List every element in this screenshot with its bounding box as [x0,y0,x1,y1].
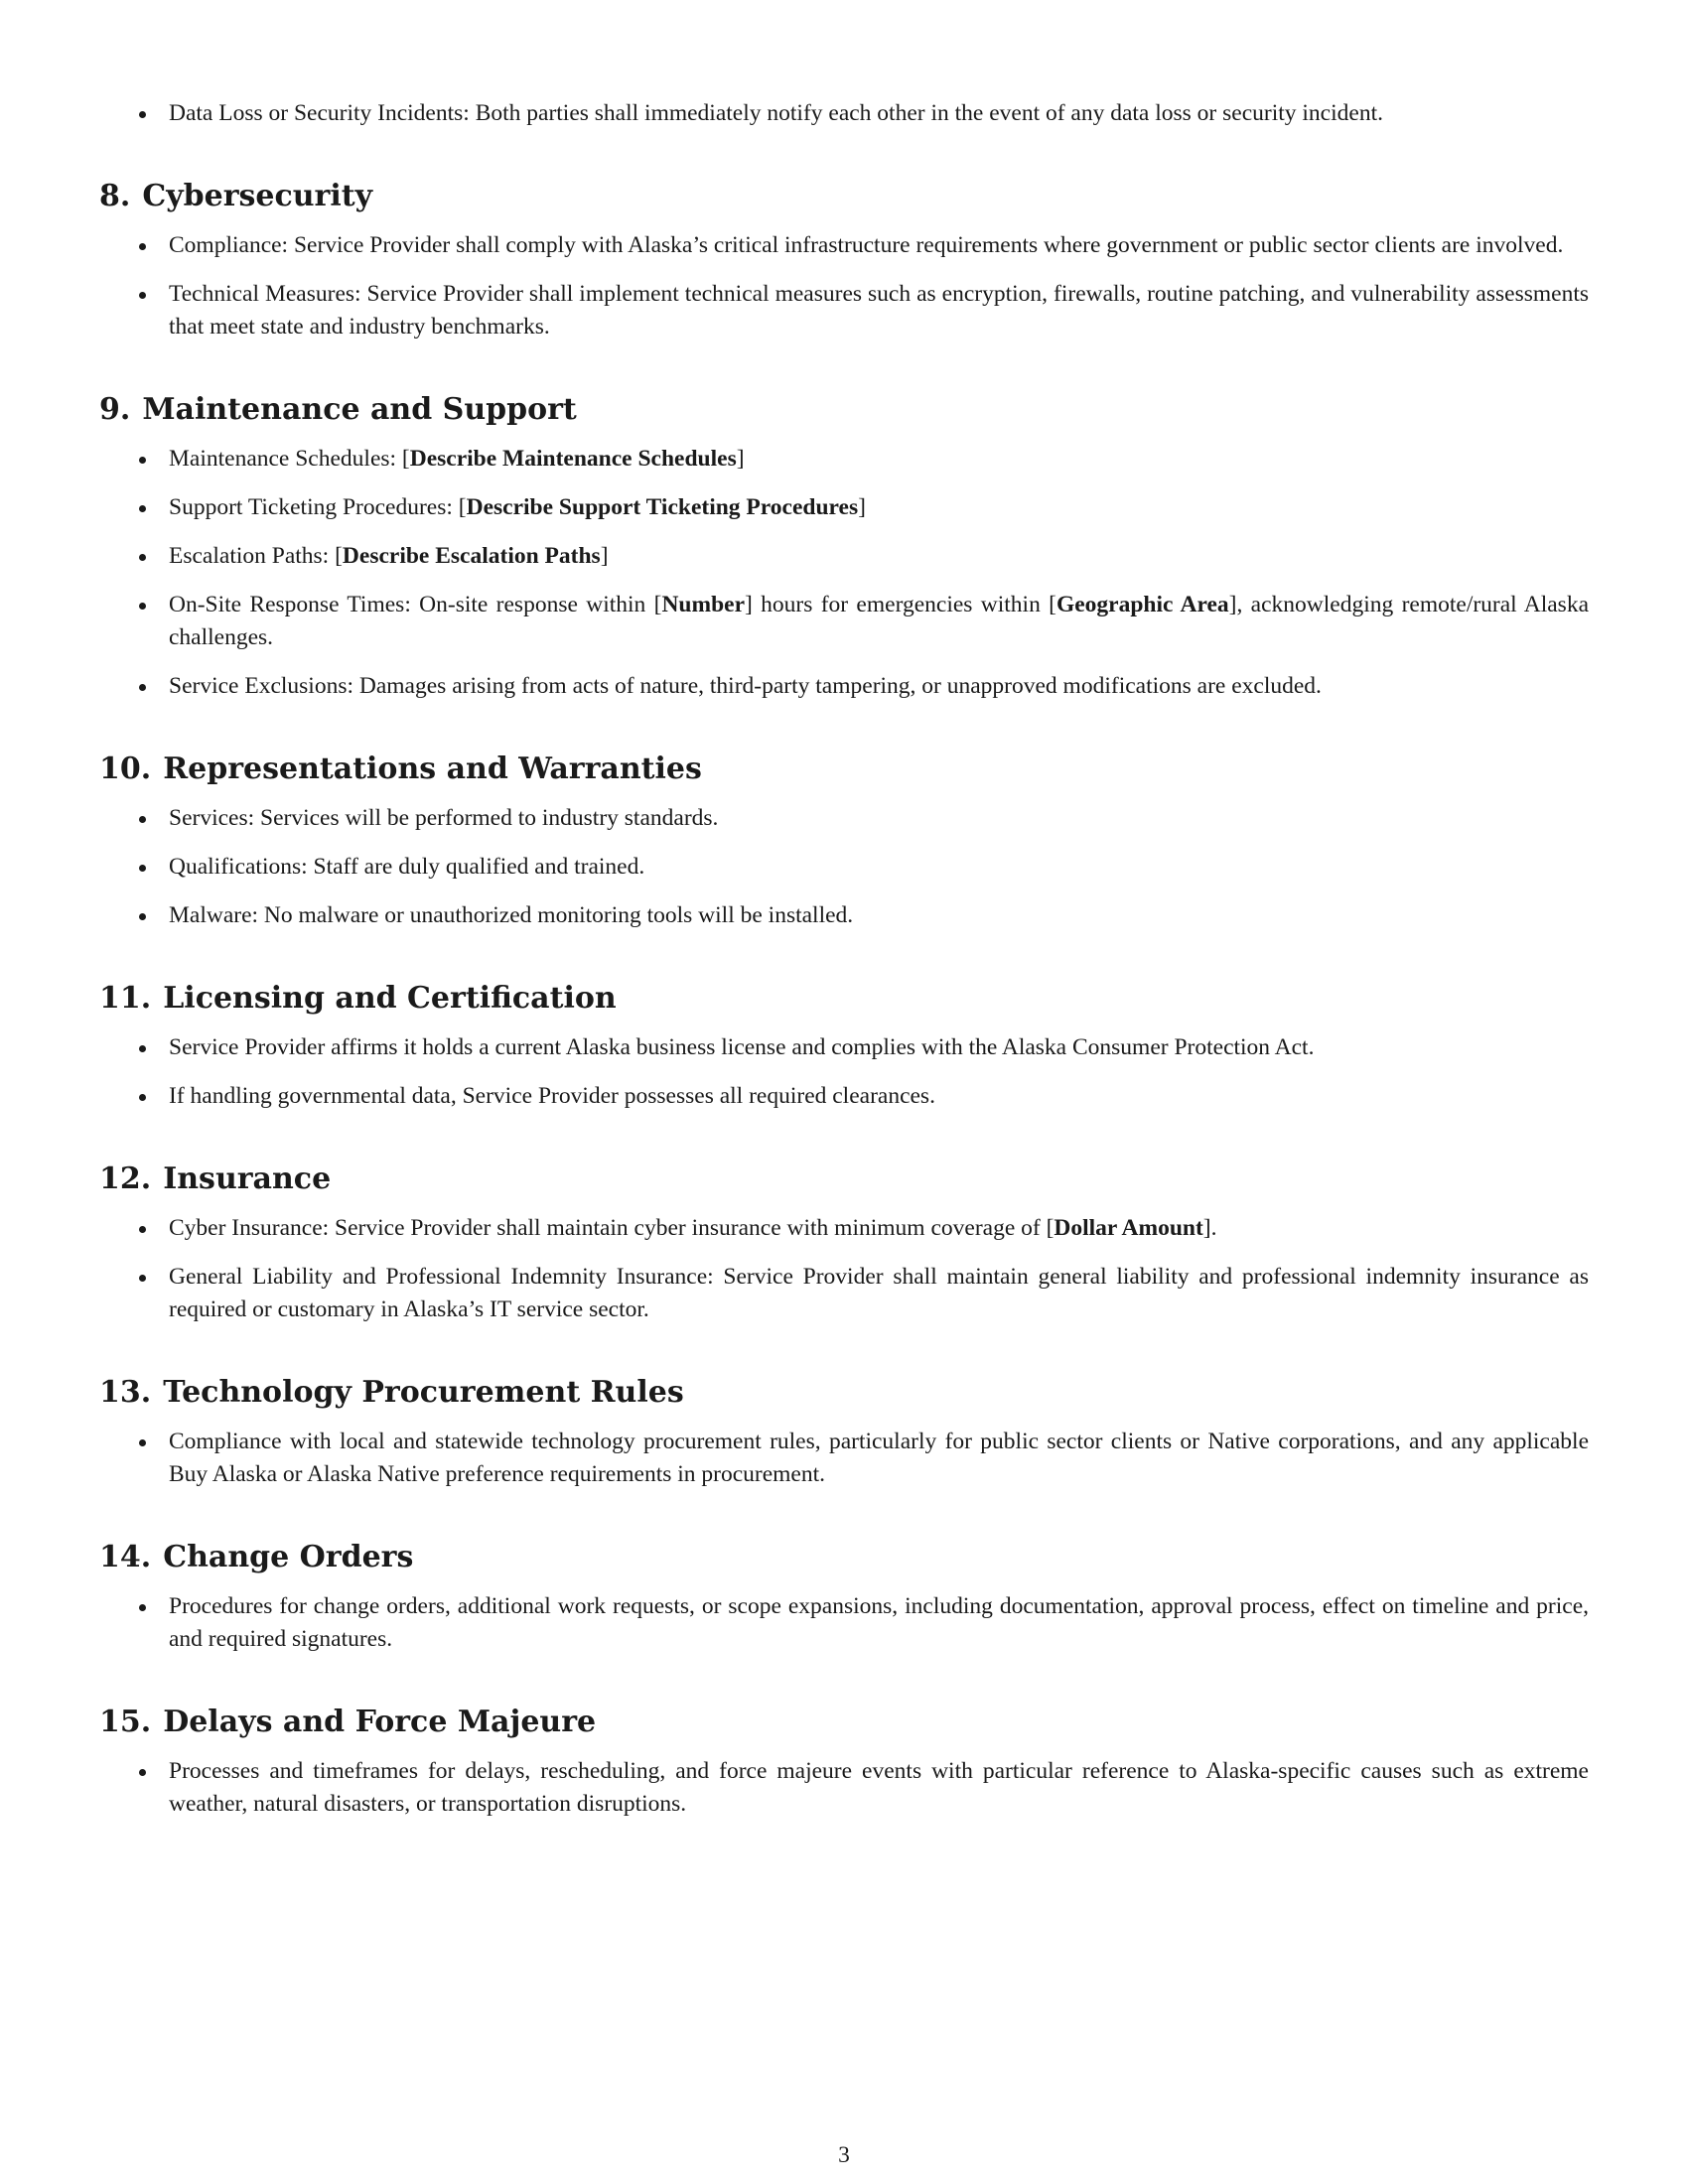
section-item-list [99,1755,1589,1821]
bullet-icon [139,1226,146,1233]
placeholder-field: Dollar Amount [1054,1215,1203,1241]
item-text: Maintenance Schedules: [ [169,446,410,472]
section-heading [99,1539,1589,1576]
section-number: 14. [99,1540,152,1574]
bullet-icon [139,865,146,872]
placeholder-field: Number [661,592,745,617]
item-text: ] [858,494,866,520]
section [99,178,1589,343]
list-item [99,1261,1589,1326]
section-heading [99,178,1589,215]
list-item [99,670,1589,703]
section-list [99,178,1589,1821]
section [99,1160,1589,1326]
section-number: 10. [99,751,152,786]
placeholder-field: Describe Escalation Paths [342,543,601,569]
item-text: Compliance with local and statewide technology procurement rules, particularly for public sector clients or Native corporations, and any applicable Buy Alaska or Alaska Native preference requirements in procurement. [169,1429,1589,1487]
item-text: Data Loss or Security Incidents: Both parties shall immediately notify each other in the event of any data loss or security incident. [169,100,1383,126]
section-number: 8. [99,179,131,213]
section-item-list [99,229,1589,343]
section-number: 13. [99,1375,152,1410]
section-item-list [99,1212,1589,1326]
bullet-icon [139,913,146,920]
section-number: 11. [99,981,152,1016]
bullet-icon [139,1439,146,1446]
section [99,1704,1589,1821]
section-title: Maintenance and Support [142,392,577,427]
bullet-icon [139,1094,146,1101]
list-item [99,1426,1589,1491]
bullet-icon [139,505,146,512]
section-item-list [99,802,1589,932]
list-item [99,851,1589,884]
bullet-icon [139,111,146,118]
list-item [99,899,1589,932]
list-item [99,229,1589,262]
section-title: Representations and Warranties [163,751,702,786]
placeholder-field: Describe Support Ticketing Procedures [466,494,859,520]
bullet-icon [139,243,146,250]
item-text: Support Ticketing Procedures: [ [169,494,467,520]
list-item [99,278,1589,343]
bullet-icon [139,603,146,610]
item-text: Malware: No malware or unauthorized monitoring tools will be installed. [169,902,854,928]
list-item [99,491,1589,524]
section [99,1539,1589,1656]
bullet-icon [139,1769,146,1776]
section-item-list [99,1031,1589,1113]
item-text: General Liability and Professional Indemnity Insurance: Service Provider shall maintain general liability and professional indemnity insurance as required or customary in Alaska’s IT service sector. [169,1264,1589,1322]
section-heading [99,1160,1589,1198]
section-number: 15. [99,1705,152,1739]
list-item [99,443,1589,476]
list-item [99,540,1589,573]
list-item [99,1755,1589,1821]
page-number: 3 [838,2142,850,2168]
bullet-icon [139,1275,146,1282]
item-text: ] [600,543,609,569]
bullet-icon [139,816,146,823]
section [99,391,1589,703]
section-heading [99,751,1589,788]
item-text: Service Exclusions: Damages arising from acts of nature, third-party tampering, or unapproved modifications are excluded. [169,673,1322,699]
list-item [99,589,1589,654]
item-text: Service Provider affirms it holds a current Alaska business license and complies with the Alaska Consumer Protection Act. [169,1034,1315,1060]
item-text: ] hours for emergencies within [ [745,592,1056,617]
section-heading [99,1374,1589,1412]
item-text: ] [736,446,745,472]
bullet-icon [139,1045,146,1052]
section-number: 12. [99,1161,152,1196]
section [99,1374,1589,1491]
section-title: Technology Procurement Rules [163,1375,684,1410]
list-item [99,1212,1589,1245]
list-item [99,1031,1589,1064]
lead-item-list [99,97,1589,130]
item-text: Processes and timeframes for delays, rescheduling, and force majeure events with particular reference to Alaska-specific causes such as extreme weather, natural disasters, or transportation disruptions. [169,1758,1589,1817]
item-text: Qualifications: Staff are duly qualified and trained. [169,854,645,880]
section-item-list [99,443,1589,703]
section-item-list [99,1590,1589,1656]
list-item [99,1590,1589,1656]
list-item [99,802,1589,835]
section-title: Insurance [163,1161,332,1196]
list-item [99,97,1589,130]
item-text: On-Site Response Times: On-site response within [ [169,592,662,617]
section-heading [99,980,1589,1018]
section-title: Change Orders [163,1540,414,1574]
item-text: Technical Measures: Service Provider shall implement technical measures such as encryption, firewalls, routine patching, and vulnerability assessments that meet state and industry benchmarks. [169,281,1589,340]
placeholder-field: Describe Maintenance Schedules [409,446,737,472]
bullet-icon [139,554,146,561]
section-item-list [99,1426,1589,1491]
section-title: Cybersecurity [142,179,373,213]
section [99,751,1589,932]
bullet-icon [139,292,146,299]
bullet-icon [139,684,146,691]
item-text: ], acknowledging remote/rural Alaska challenges. [169,592,1589,650]
item-text: Procedures for change orders, additional work requests, or scope expansions, including documentation, approval process, effect on timeline and price, and required signatures. [169,1593,1589,1652]
item-text: Compliance: Service Provider shall comply with Alaska’s critical infrastructure requirements where government or public sector clients are involved. [169,232,1564,258]
bullet-icon [139,457,146,464]
section-heading [99,1704,1589,1741]
section-title: Delays and Force Majeure [163,1705,597,1739]
section-heading [99,391,1589,429]
section-number: 9. [99,392,131,427]
item-text: Escalation Paths: [ [169,543,343,569]
placeholder-field: Geographic Area [1055,592,1229,617]
section [99,980,1589,1113]
item-text: ]. [1202,1215,1217,1241]
bullet-icon [139,1604,146,1611]
list-item [99,1080,1589,1113]
section-title: Licensing and Certification [163,981,617,1016]
item-text: If handling governmental data, Service Provider possesses all required clearances. [169,1083,935,1109]
document-body [99,97,1589,1837]
item-text: Cyber Insurance: Service Provider shall maintain cyber insurance with minimum coverage of [ [169,1215,1055,1241]
item-text: Services: Services will be performed to industry standards. [169,805,719,831]
